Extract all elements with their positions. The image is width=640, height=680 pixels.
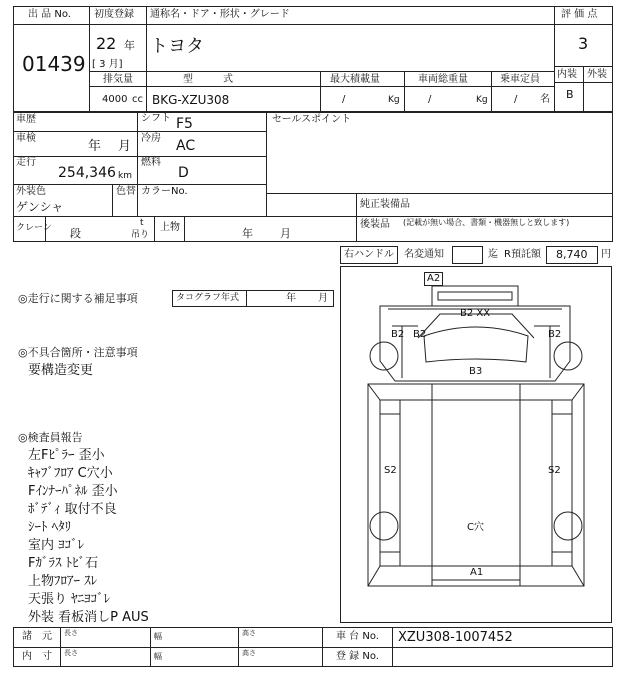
history-label: 車歴	[16, 114, 36, 125]
name-change-label: 名変通知	[404, 249, 444, 260]
displacement-value: 4000	[102, 94, 128, 105]
sales-point-label: セールスポイント	[272, 114, 352, 125]
shaken-month: 月	[118, 139, 132, 154]
model-value: BKG-XZU308	[152, 93, 230, 107]
mark-a2: A2	[424, 272, 443, 286]
tacho-label: タコグラフ年式	[176, 293, 240, 303]
lot-number: 01439	[22, 52, 86, 76]
reg-year: 22	[96, 34, 117, 53]
shaken-year: 年	[88, 139, 102, 154]
mark-b2-left-1: B2	[391, 329, 405, 340]
running-notes-label: ◎走行に関する補足事項	[18, 292, 138, 305]
chassis-number: XZU308-1007452	[398, 630, 513, 645]
name-label: 通称名・ドア・形状・グレード	[150, 9, 290, 20]
inner-width: 幅	[154, 652, 162, 661]
lift-label: 上物	[160, 222, 180, 233]
reg-year-unit: 年	[124, 39, 135, 52]
shaken-label: 車検	[16, 133, 36, 144]
mark-c-ana: C穴	[467, 522, 484, 533]
mileage-value: 254,346	[58, 165, 116, 181]
color-value: ゲンシャ	[16, 200, 64, 214]
report-line: ﾎﾞﾃﾞｨ 取付不良	[28, 502, 117, 517]
exterior-label: 外装	[587, 69, 607, 80]
reg-month: [ 3 月]	[92, 59, 123, 70]
color-no-label: カラーNo.	[141, 186, 188, 197]
report-line: 室内 ﾖｺﾞﾚ	[28, 538, 85, 553]
inspector-label: ◎検査員報告	[18, 431, 83, 444]
inner-length: 長さ	[64, 649, 78, 657]
lot-label: 出 品 No.	[28, 9, 71, 20]
ac-label: 冷房	[141, 133, 161, 144]
shift-label: シフト	[141, 113, 171, 124]
mark-b2xx: B2 XX	[460, 308, 491, 319]
inspector-report-list	[28, 447, 149, 627]
fuel-label: 燃料	[141, 157, 161, 168]
ac-value: AC	[176, 138, 196, 154]
score-label: 評 価 点	[561, 9, 598, 20]
recycle-label: R預託額	[504, 249, 541, 260]
score-value: 3	[578, 34, 589, 53]
report-line: 天張り ﾔﾆﾖｺﾞﾚ	[28, 592, 111, 607]
report-line: Fｲﾝﾅｰﾊﾟﾈﾙ 歪小	[28, 484, 118, 499]
dims-height: 高さ	[242, 629, 256, 637]
displacement-label: 排気量	[103, 74, 133, 85]
color-label: 外装色	[16, 186, 46, 197]
interior-grade: B	[566, 88, 574, 101]
lift-year: 年	[242, 227, 253, 240]
report-line: Fｶﾞﾗｽ ﾄﾋﾞ石	[28, 556, 99, 571]
shift-value: F5	[176, 116, 193, 132]
lift-month: 月	[280, 227, 291, 240]
name-change-box	[452, 246, 483, 264]
report-line: ｼｰﾄ ﾍﾀﾘ	[28, 520, 72, 535]
report-line: ｷｬﾌﾞﾌﾛｱ C穴小	[28, 466, 113, 481]
recycle-amount: 8,740	[556, 248, 588, 261]
dims-width: 幅	[154, 632, 162, 641]
mark-s2-right: S2	[548, 465, 561, 476]
aftermarket-note: (記載が無い場合、書類・機器無しと致します)	[403, 218, 570, 227]
gross-slash: /	[428, 94, 432, 105]
report-line: 左Fﾋﾟﾗｰ 歪小	[28, 448, 105, 463]
dims-label: 諸 元	[22, 631, 52, 642]
reg-no-label: 登 録 No.	[336, 651, 379, 662]
model-label: 型 式	[183, 74, 233, 85]
aftermarket-label: 後装品	[360, 219, 390, 230]
defects-label: ◎不具合箇所・注意事項	[18, 346, 138, 359]
mark-s2-left: S2	[384, 465, 397, 476]
fuel-value: D	[178, 165, 189, 181]
report-line: 上物ﾌﾛｱｰ ｽﾚ	[28, 574, 98, 589]
mark-b3: B3	[469, 366, 483, 377]
interior-label: 内装	[557, 69, 577, 80]
crane-dan: 段	[70, 227, 81, 240]
first-reg-label: 初度登録	[94, 9, 134, 20]
color-change-label: 色替	[116, 186, 136, 197]
gross-kg: Kg	[476, 95, 488, 105]
max-load-slash: /	[342, 94, 346, 105]
capacity-slash: /	[514, 94, 518, 105]
tacho-year: 年	[286, 293, 296, 304]
inner-height: 高さ	[242, 649, 256, 657]
mileage-label: 走行	[16, 157, 36, 168]
crane-label: クレーン	[16, 223, 52, 233]
capacity-label: 乗車定員	[500, 74, 540, 85]
chassis-label: 車 台 No.	[336, 631, 379, 642]
mark-a1: A1	[470, 567, 484, 578]
defect-item: 要構造変更	[28, 363, 94, 378]
gross-weight-label: 車両総重量	[418, 74, 468, 85]
maker-name: トヨタ	[150, 36, 204, 57]
cc-unit: cc	[132, 94, 143, 105]
report-line: 外装 看板消しP AUS	[28, 610, 149, 625]
max-load-label: 最大積載量	[330, 74, 380, 85]
equip-label: 純正装備品	[360, 199, 410, 210]
excl-label: 迄	[488, 249, 498, 260]
dims-length: 長さ	[64, 629, 78, 637]
handle-label: 右ハンドル	[344, 249, 394, 260]
max-load-kg: Kg	[388, 95, 400, 105]
mileage-unit: km	[118, 171, 132, 181]
tacho-month: 月	[318, 293, 328, 304]
mark-b2-right: B2	[548, 329, 562, 340]
capacity-unit: 名	[540, 94, 550, 105]
crane-ton: t	[140, 218, 144, 228]
crane-tsuri: 吊り	[131, 230, 150, 240]
mark-b2-left-2: B2	[413, 329, 427, 340]
yen-label: 円	[601, 249, 611, 260]
inner-label: 内 寸	[22, 651, 52, 662]
